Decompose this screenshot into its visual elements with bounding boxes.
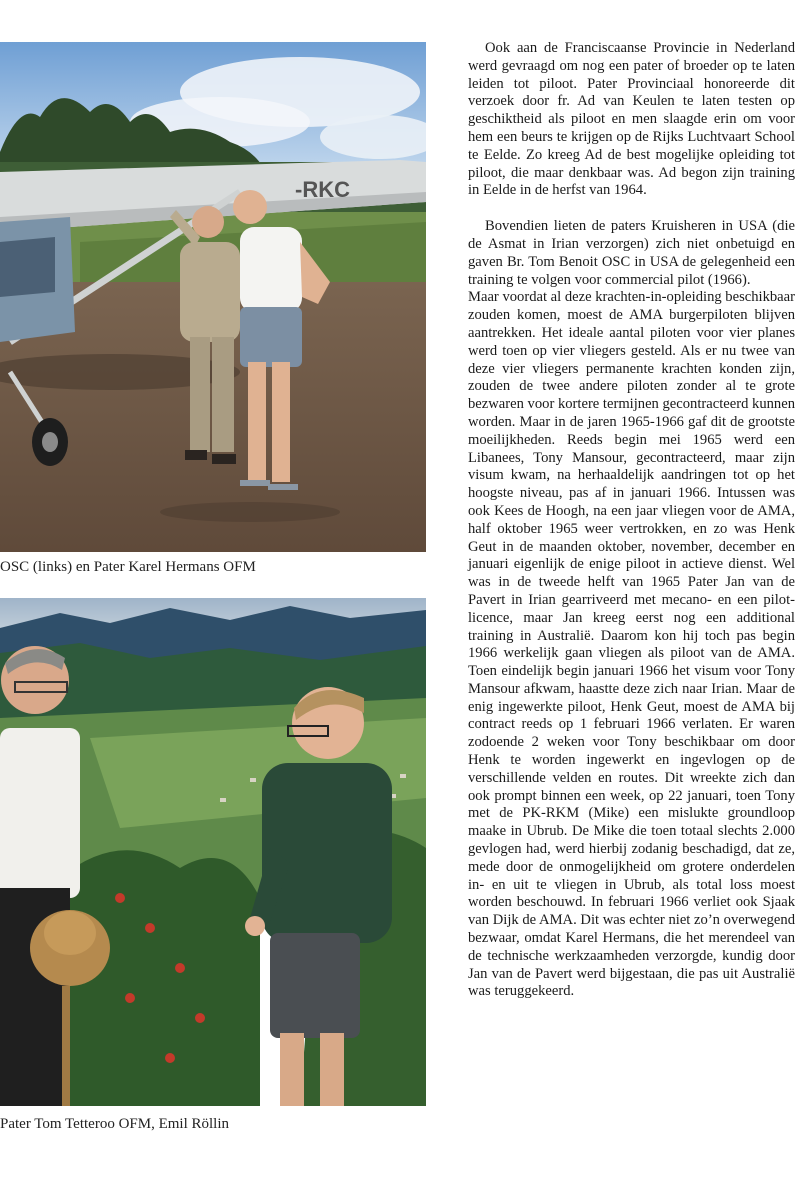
photo-airstrip-image: [0, 42, 426, 552]
article-text: [468, 40, 795, 1001]
photo-caption-bottom: Pater Tom Tetteroo OFM, Emil Röllin: [0, 1116, 230, 1132]
photo-caption-top: OSC (links) en Pater Karel Hermans OFM: [0, 559, 256, 575]
photo-valley: [0, 598, 426, 1106]
paragraph-1: Ook aan de Franciscaanse Provincie in Nederland werd gevraagd om nog een pater of broeder op te laten leiden tot piloot. Pater Provinciaal honoreerde dit verzoek door fr. Ad van Keulen te laten testen op geschiktheid als piloot en men slaagde erin om voor hem een beurs te krijgen op de Rijks Luchtvaart School te Eelde. Zo kreeg Ad de best mogelijke opleiding tot piloot, die maar denkbaar was. Ad begon zijn training in Eelde in de herfst van 1964.: [468, 40, 795, 199]
paragraph-3: Maar voordat al deze krachten-in-opleiding beschikbaar zouden komen, moest de AMA burgerpiloten blijven aantrekken. Het ideale aantal piloten voor vier planes werd toen op vier vliegers gesteld. Als er nu twee van deze vier vliegers permanente krachten konden zijn, zouden de twee andere piloten zonder al te grote bezwaren voor kortere termijnen gecontracteerd kunnen worden. Maar in de jaren 1965-1966 gaf dit de grootste moeilijkheden. Reeds begin mei 1965 werd een Libanees, Tony Mansour, gecontracteerd, maar zijn visum kwam, na herhaaldelijk aandringen tot op het hoogste niveau, pas af in januari 1966. Intussen was ook Kees de Hoogh, na een jaar vliegen voor de AMA, half oktober 1965 weer vertrokken, en zo was Henk Geut in de maanden oktober, november, december en januari eigenlijk de enige piloot in actieve dienst. Wel was in de tweede helft van 1965 Pater Jan van de Pavert in Irian gearriveerd met mecano- en een pilot-licence, maar Jan kreeg eerst nog een additional training in Australië. Daarom kon hij toch pas begin 1966 werkelijk gaan vliegen als piloot van de AMA. Toen eindelijk begin januari 1966 het visum voor Tony Mansour afkwam, haastte deze zich naar Irian. Maar de enig ingewerkte piloot, Henk Geut, moest de AMA bij contract reeds op 1 februari 1966 verlaten. Er waren zodoende 2 weken voor Tony beschikbaar om door Henk te worden ingewerkt en ingevlogen op de verschillende velden en routes. Dit wreekte zich dan ook prompt binnen een week, op 22 januari, toen Tony met de PK-RKM (Mike) een mislukte groundloop maake in Ubrub. De Mike die toen totaal slechts 2.000 gevlogen had, werd hierbij zodanig beschadigd, dat ze, mede door de onmogelijkheid om grotere onderdelen in- en uit te vliegen in Ubrub, als total loss moest worden beschouwd. In februari 1966 verliet ook Sjaak van Dijk de AMA. Dit was echter niet zo’n overwegend bezwaar, omdat Karel Hermans, die het merendeel van de technische werkzaamheden verzorgde, kundig door Jan van de Pavert werd bijgestaan, die pas uit Australië was teruggekeerd.: [468, 289, 795, 1000]
paragraph-2: Bovendien lieten de paters Kruisheren in USA (die de Asmat in Irian verzorgen) zich niet onbetuigd en gaven Br. Tom Benoit OSC in USA de gelegenheid een training te volgen voor commercial pilot (1966).: [468, 218, 795, 288]
photo-airstrip: [0, 42, 426, 552]
photo-valley-image: [0, 598, 426, 1106]
aircraft-registration: -RKC: [295, 177, 350, 202]
